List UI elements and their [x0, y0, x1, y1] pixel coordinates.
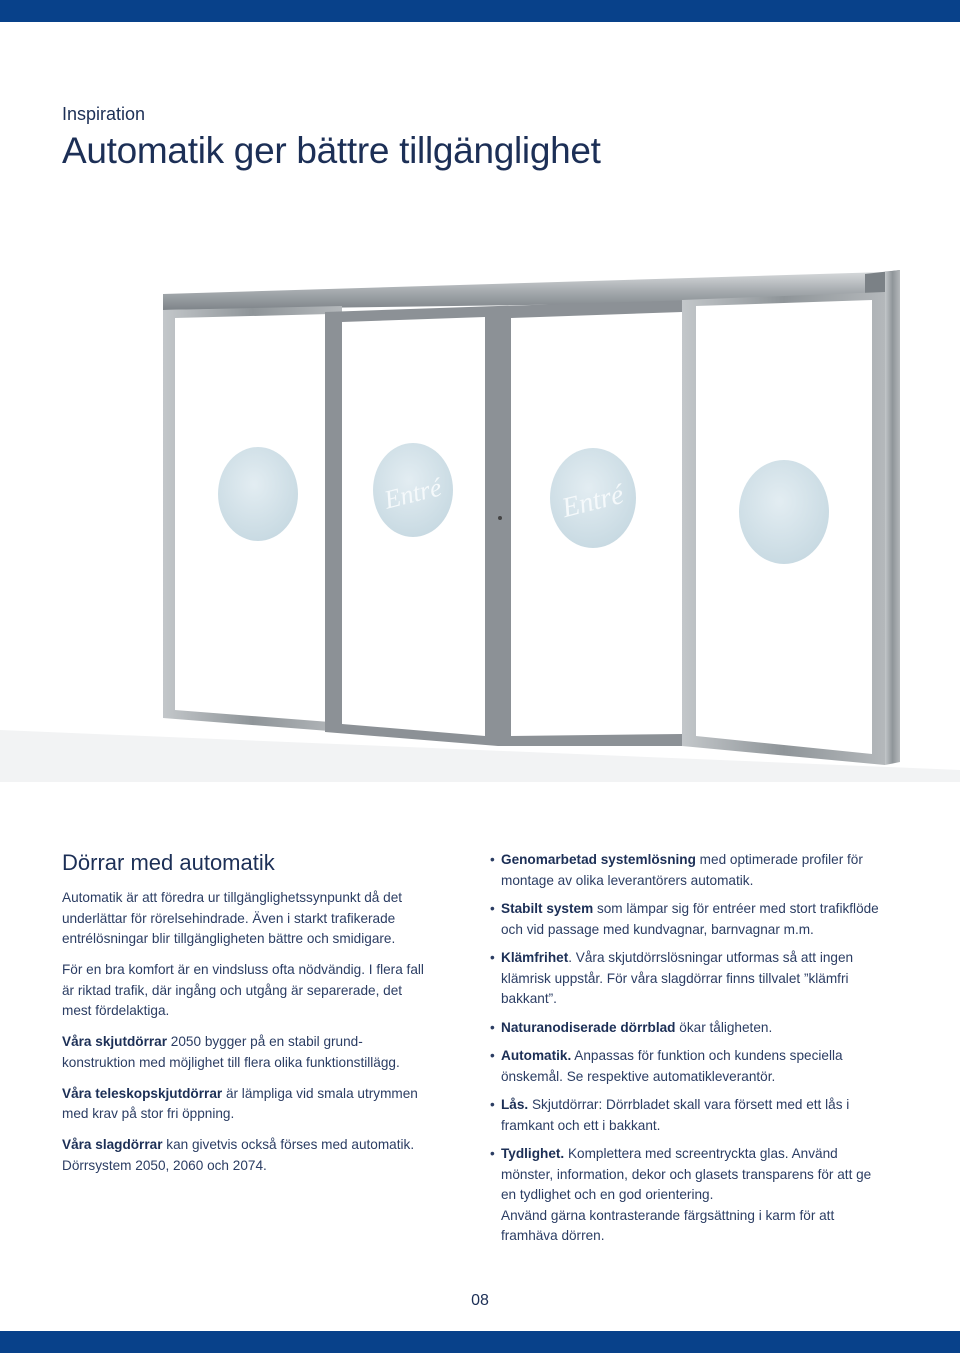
list-item: • Naturanodiserade dörrblad ökar tåligheten. [490, 1019, 773, 1035]
page-number: 08 [471, 1292, 489, 1309]
sliding-door-left [325, 306, 498, 746]
closing-note: Använd gärna kontrasterande färgsättning i karm för att framhäva dörren. [501, 1207, 835, 1243]
fixed-panel-left [163, 306, 342, 732]
list-item: • Stabilt system som lämpar sig för entréer med stort trafikflöde och vid passage med kundvagnar, barnvagnar m.m. [490, 901, 879, 937]
page-title: Automatik ger bättre tillgänglighet [62, 130, 601, 171]
section-kicker: Inspiration [62, 104, 146, 124]
glass-label: Entré [558, 478, 627, 525]
intro-paragraph: Automatik är att föredra ur tillgänglighetssynpunkt då det underlättar för rörelsehindrade. Även i starkt trafikerade entrélösningar blir tillgängligheten bättre och smidigare. [62, 890, 403, 946]
swing-doors-paragraph: Våra slagdörrar kan givetvis också förses med automatik. Dörrsystem 2050, 2060 och 2074. [62, 1137, 415, 1173]
comfort-paragraph: För en bra komfort är en vindsluss ofta nödvändig. I flera fall är riktad trafik, där ingång och utgång är separerade, det mest fördelaktiga. [62, 962, 424, 1018]
glass-oval [218, 447, 298, 541]
sliding-doors-paragraph: Våra skjutdörrar 2050 bygger på en stabil grund-konstruktion med möjlighet till flera olika funktionstillägg. [62, 1034, 400, 1070]
feature-list [490, 850, 890, 1206]
glass-label: Entré [381, 472, 445, 515]
list-item: • Klämfrihet. Våra skjutdörrslösningar utformas så att ingen klämrisk uppstår. För våra slagdörrar finns tillvalet ”klämfri bakkant”. [490, 950, 854, 1006]
list-item: • Genomarbetad systemlösning med optimerade profiler för montage av olika leverantörers automatik. [490, 852, 863, 888]
bottom-brand-bar [0, 1331, 960, 1353]
telescopic-paragraph: Våra teleskopskjutdörrar är lämpliga vid smala utrymmen med krav på stor fri öppning. [62, 1085, 418, 1121]
sliding-door-illustration [0, 262, 960, 782]
left-column [62, 888, 432, 1187]
sliding-door-right [498, 300, 695, 746]
right-post [885, 270, 900, 765]
right-column [490, 850, 890, 1247]
top-brand-bar [0, 0, 960, 22]
glass-oval [739, 460, 829, 564]
list-item: • Tydlighet. Komplettera med screentryckta glas. Använd mönster, information, dekor och glasets transparens för att ge en tydlighet och en god orientering. [490, 1146, 872, 1202]
list-item: • Automatik. Anpassas för funktion och kundens speciella önskemål. Se respektive automatikleverantör. [490, 1048, 843, 1084]
fixed-panel-right [682, 292, 885, 765]
section-heading: Dörrar med automatik [62, 850, 275, 875]
list-item: • Lås. Skjutdörrar: Dörrbladet skall vara försett med ett lås i framkant och ett i bakkant. [490, 1097, 850, 1133]
